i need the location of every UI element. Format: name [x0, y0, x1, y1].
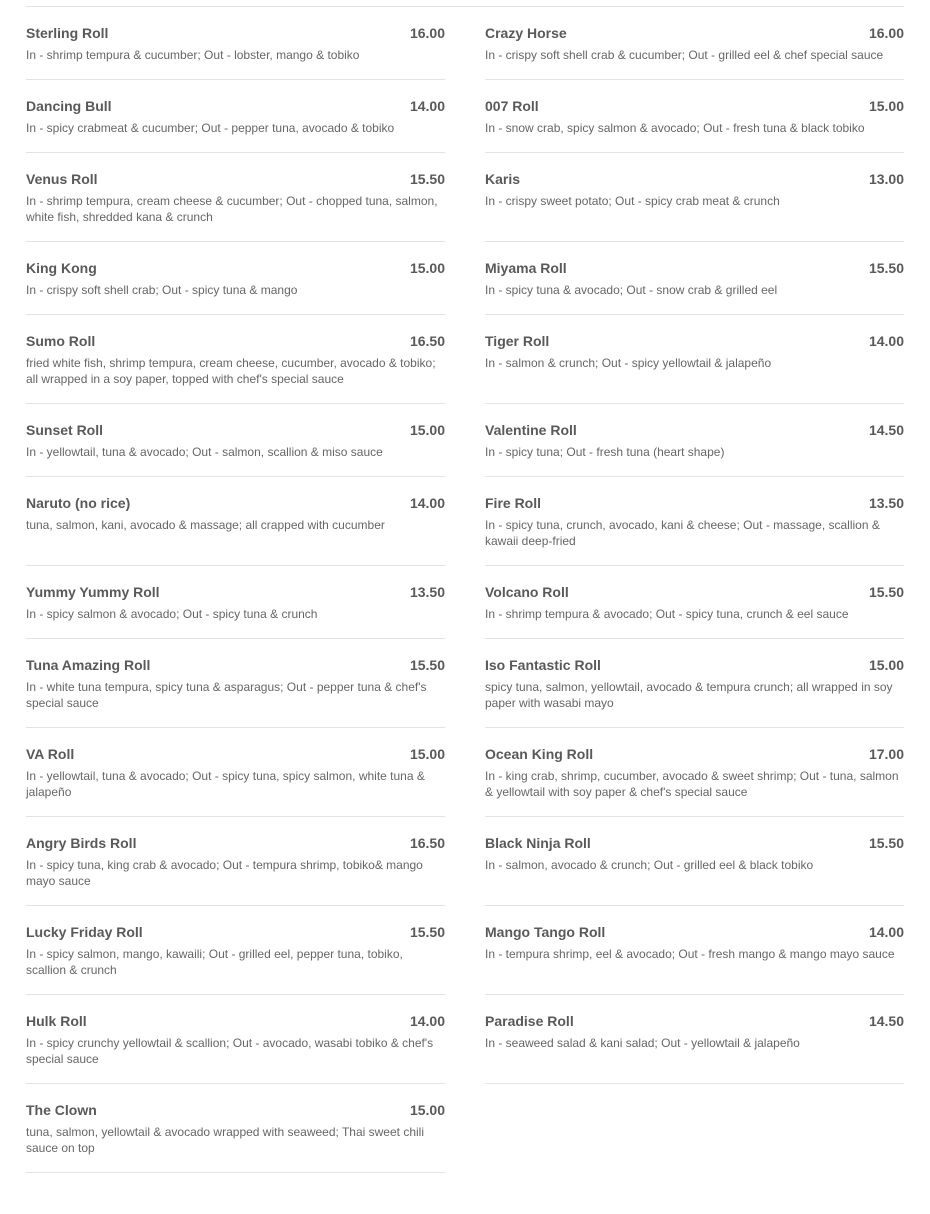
item-description: In - salmon & crunch; Out - spicy yellowtail & jalapeño [485, 356, 772, 370]
item-description: In - spicy salmon & avocado; Out - spicy tuna & crunch [26, 607, 318, 621]
item-description: In - spicy tuna & avocado; Out - snow crab & grilled eel [485, 283, 778, 297]
item-name: The Clown [26, 1102, 97, 1118]
item-name: Ocean King Roll [485, 746, 594, 762]
item-price: 14.00 [409, 495, 445, 511]
item-name: Paradise Roll [485, 1013, 574, 1029]
item-name: Dancing Bull [26, 98, 112, 114]
item-description: In - yellowtail, tuna & avocado; Out - spicy tuna, spicy salmon, white tuna & jalapeño [26, 769, 425, 799]
menu-item [485, 7, 904, 80]
menu-item [26, 7, 445, 80]
menu-item [26, 906, 445, 995]
item-price: 15.50 [868, 584, 904, 600]
item-description: In - spicy salmon, mango, kawaili; Out - grilled eel, pepper tuna, tobiko, scallion & crunch [26, 947, 403, 977]
empty-cell [485, 1084, 904, 1173]
menu-item [485, 80, 904, 153]
item-name: Yummy Yummy Roll [26, 584, 160, 600]
item-name: Black Ninja Roll [485, 835, 591, 851]
item-name: Naruto (no rice) [26, 495, 131, 511]
item-name: Fire Roll [485, 495, 542, 511]
menu-item [26, 477, 445, 566]
menu-item [26, 242, 445, 315]
item-name: Tiger Roll [485, 333, 550, 349]
item-price: 13.00 [868, 171, 904, 187]
menu-item [485, 477, 904, 566]
item-description: In - crispy soft shell crab & cucumber; Out - grilled eel & chef special sauce [485, 48, 884, 62]
item-name: Angry Birds Roll [26, 835, 137, 851]
item-price: 14.00 [868, 333, 904, 349]
item-price: 14.00 [409, 1013, 445, 1029]
item-price: 14.50 [868, 1013, 904, 1029]
item-name: Crazy Horse [485, 25, 567, 41]
menu-item [26, 80, 445, 153]
menu-grid [26, 7, 904, 1173]
item-price: 15.50 [409, 657, 445, 673]
menu-item [485, 728, 904, 817]
item-name: Sumo Roll [26, 333, 96, 349]
item-name: Hulk Roll [26, 1013, 87, 1029]
item-price: 15.00 [409, 422, 445, 438]
item-price: 13.50 [409, 584, 445, 600]
item-price: 15.00 [409, 260, 445, 276]
menu-item [26, 728, 445, 817]
item-price: 16.50 [409, 333, 445, 349]
item-price: 16.00 [868, 25, 904, 41]
menu-item [485, 153, 904, 242]
item-name: Tuna Amazing Roll [26, 657, 151, 673]
item-name: Sunset Roll [26, 422, 104, 438]
item-price: 15.50 [409, 171, 445, 187]
item-description: In - shrimp tempura & cucumber; Out - lobster, mango & tobiko [26, 48, 360, 62]
menu-item [26, 153, 445, 242]
item-price: 16.00 [409, 25, 445, 41]
menu-item [26, 639, 445, 728]
item-price: 14.50 [868, 422, 904, 438]
item-price: 14.00 [409, 98, 445, 114]
item-price: 16.50 [409, 835, 445, 851]
item-description: In - salmon, avocado & crunch; Out - grilled eel & black tobiko [485, 858, 814, 872]
item-description: In - spicy crunchy yellowtail & scallion; Out - avocado, wasabi tobiko & chef's special sauce [26, 1036, 434, 1066]
menu-item [485, 404, 904, 477]
menu-item [485, 566, 904, 639]
item-description: In - seaweed salad & kani salad; Out - yellowtail & jalapeño [485, 1036, 800, 1050]
item-name: Venus Roll [26, 171, 98, 187]
item-price: 15.50 [868, 835, 904, 851]
item-description: tuna, salmon, yellowtail & avocado wrapped with seaweed; Thai sweet chili sauce on top [26, 1125, 424, 1155]
item-description: spicy tuna, salmon, yellowtail, avocado & tempura crunch; all wrapped in soy paper with wasabi mayo [485, 680, 893, 710]
item-price: 15.00 [868, 657, 904, 673]
item-description: In - snow crab, spicy salmon & avocado; Out - fresh tuna & black tobiko [485, 121, 865, 135]
item-description: In - crispy soft shell crab; Out - spicy tuna & mango [26, 283, 298, 297]
item-name: VA Roll [26, 746, 75, 762]
item-price: 15.00 [409, 746, 445, 762]
menu-item [485, 995, 904, 1084]
menu-item [26, 995, 445, 1084]
menu-item [485, 817, 904, 906]
item-description: fried white fish, shrimp tempura, cream cheese, cucumber, avocado & tobiko; all wrapped in a soy paper, topped with chef's special sauce [26, 356, 436, 386]
item-name: Lucky Friday Roll [26, 924, 143, 940]
item-price: 15.00 [409, 1102, 445, 1118]
menu-item [485, 639, 904, 728]
item-name: Valentine Roll [485, 422, 577, 438]
item-description: In - yellowtail, tuna & avocado; Out - salmon, scallion & miso sauce [26, 445, 383, 459]
menu-item [485, 315, 904, 404]
item-price: 14.00 [868, 924, 904, 940]
item-description: In - shrimp tempura & avocado; Out - spicy tuna, crunch & eel sauce [485, 607, 849, 621]
item-name: Miyama Roll [485, 260, 567, 276]
menu-item [485, 242, 904, 315]
item-description: tuna, salmon, kani, avocado & massage; all crapped with cucumber [26, 518, 385, 532]
item-description: In - spicy tuna; Out - fresh tuna (heart shape) [485, 445, 725, 459]
menu-item [485, 906, 904, 995]
item-name: Volcano Roll [485, 584, 569, 600]
menu-item [26, 566, 445, 639]
item-name: Iso Fantastic Roll [485, 657, 601, 673]
item-name: Karis [485, 171, 521, 187]
menu-item [26, 1084, 445, 1173]
item-price: 15.00 [868, 98, 904, 114]
menu-item [26, 404, 445, 477]
item-description: In - spicy tuna, crunch, avocado, kani & cheese; Out - massage, scallion & kawaii deep-fried [485, 518, 880, 548]
menu-item [26, 315, 445, 404]
item-price: 17.00 [868, 746, 904, 762]
item-price: 15.50 [409, 924, 445, 940]
item-description: In - spicy tuna, king crab & avocado; Out - tempura shrimp, tobiko& mango mayo sauce [26, 858, 423, 888]
item-description: In - tempura shrimp, eel & avocado; Out - fresh mango & mango mayo sauce [485, 947, 895, 961]
item-name: Sterling Roll [26, 25, 109, 41]
menu-item [26, 817, 445, 906]
item-description: In - spicy crabmeat & cucumber; Out - pepper tuna, avocado & tobiko [26, 121, 395, 135]
item-name: Mango Tango Roll [485, 924, 606, 940]
item-price: 15.50 [868, 260, 904, 276]
item-name: King Kong [26, 260, 97, 276]
item-description: In - king crab, shrimp, cucumber, avocado & sweet shrimp; Out - tuna, salmon & yellowtail with soy paper & chef's special sauce [485, 769, 899, 799]
item-name: 007 Roll [485, 98, 539, 114]
item-description: In - shrimp tempura, cream cheese & cucumber; Out - chopped tuna, salmon, white fish, shredded kana & crunch [26, 194, 438, 224]
item-description: In - white tuna tempura, spicy tuna & asparagus; Out - pepper tuna & chef's special sauce [26, 680, 427, 710]
item-description: In - crispy sweet potato; Out - spicy crab meat & crunch [485, 194, 780, 208]
item-price: 13.50 [868, 495, 904, 511]
